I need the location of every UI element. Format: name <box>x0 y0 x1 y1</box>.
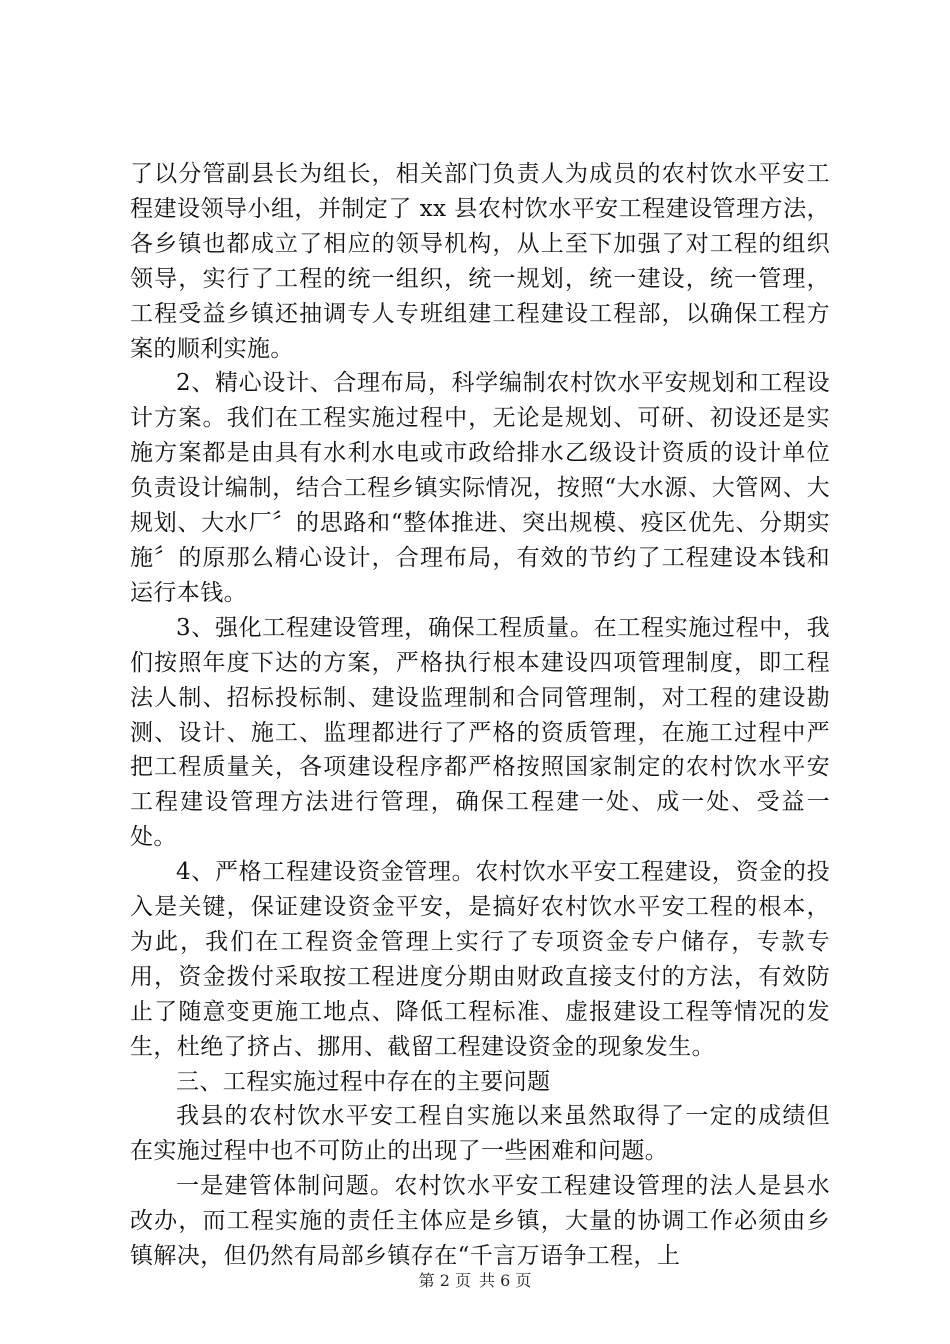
paragraph-leading-group: 了以分管副县长为组长，相关部门负责人为成员的农村饮水平安工程建设领导小组，并制定了 xx 县农村饮水平安工程建设管理方法，各乡镇也都成立了相应的领导机构，从上至下加强了对工程的组织领导，实行了工程的统一组织，统一规划，统一建设，统一管理，工程受益乡镇还抽调专人专班组建工程建设工程部，以确保工程方案的顺利实施。 <box>130 161 830 362</box>
section-heading-problems: 三、工程实施过程中存在的主要问题 <box>176 1068 551 1095</box>
document-body <box>130 157 830 1274</box>
paragraph-construction-management: 3、强化工程建设管理，确保工程质量。在工程实施过程中，我们按照年度下达的方案，严格执行根本建设四项管理制度，即工程法人制、招标投标制、建设监理制和合同管理制，对工程的建设勘测、设计、施工、监理都进行了严格的资质管理，在施工过程中严把工程质量关，各项建设程序都严格按照国家制定的农村饮水平安工程建设管理方法进行管理，确保工程建一处、成一处、受益一处。 <box>130 614 830 851</box>
paragraph-problems-intro: 我县的农村饮水平安工程自实施以来虽然取得了一定的成绩但在实施过程中也不可防止的出现了一些困难和问题。 <box>130 1103 830 1165</box>
paragraph-design-layout: 2、精心设计、合理布局，科学编制农村饮水平安规划和工程设计方案。我们在工程实施过程中，无论是规划、可研、初设还是实施方案都是由具有水利水电或市政给排水乙级设计资质的设计单位负责设计编制，结合工程乡镇实际情况，按照“大水源、大管网、大规划、大水厂〞的思路和“整体推进、突出规模、疫区优先、分期实施〞的原那么精心设计，合理布局，有效的节约了工程建设本钱和运行本钱。 <box>130 370 830 606</box>
page-total: 共 6 页 <box>479 1271 532 1290</box>
paragraph-management-system: 一是建管体制问题。农村饮水平安工程建设管理的法人是县水改办，而工程实施的责任主体应是乡镇，大量的协调工作必须由乡镇解决，但仍然有局部乡镇存在“千言万语争工程，上 <box>130 1173 830 1270</box>
paragraph-fund-management: 4、严格工程建设资金管理。农村饮水平安工程建设，资金的投入是关键，保证建设资金平安，是搞好农村饮水平安工程的根本，为此，我们在工程资金管理上实行了专项资金专户储存，专款专用，资金拨付采取按工程进度分期由财政直接支付的方法，有效防止了随意变更施工地点、降低工程标准、虚报建设工程等情况的发生，杜绝了挤占、挪用、截留工程建设资金的现象发生。 <box>130 859 830 1060</box>
page-number: 第 2 页 <box>418 1271 471 1290</box>
page-footer <box>0 1271 950 1291</box>
